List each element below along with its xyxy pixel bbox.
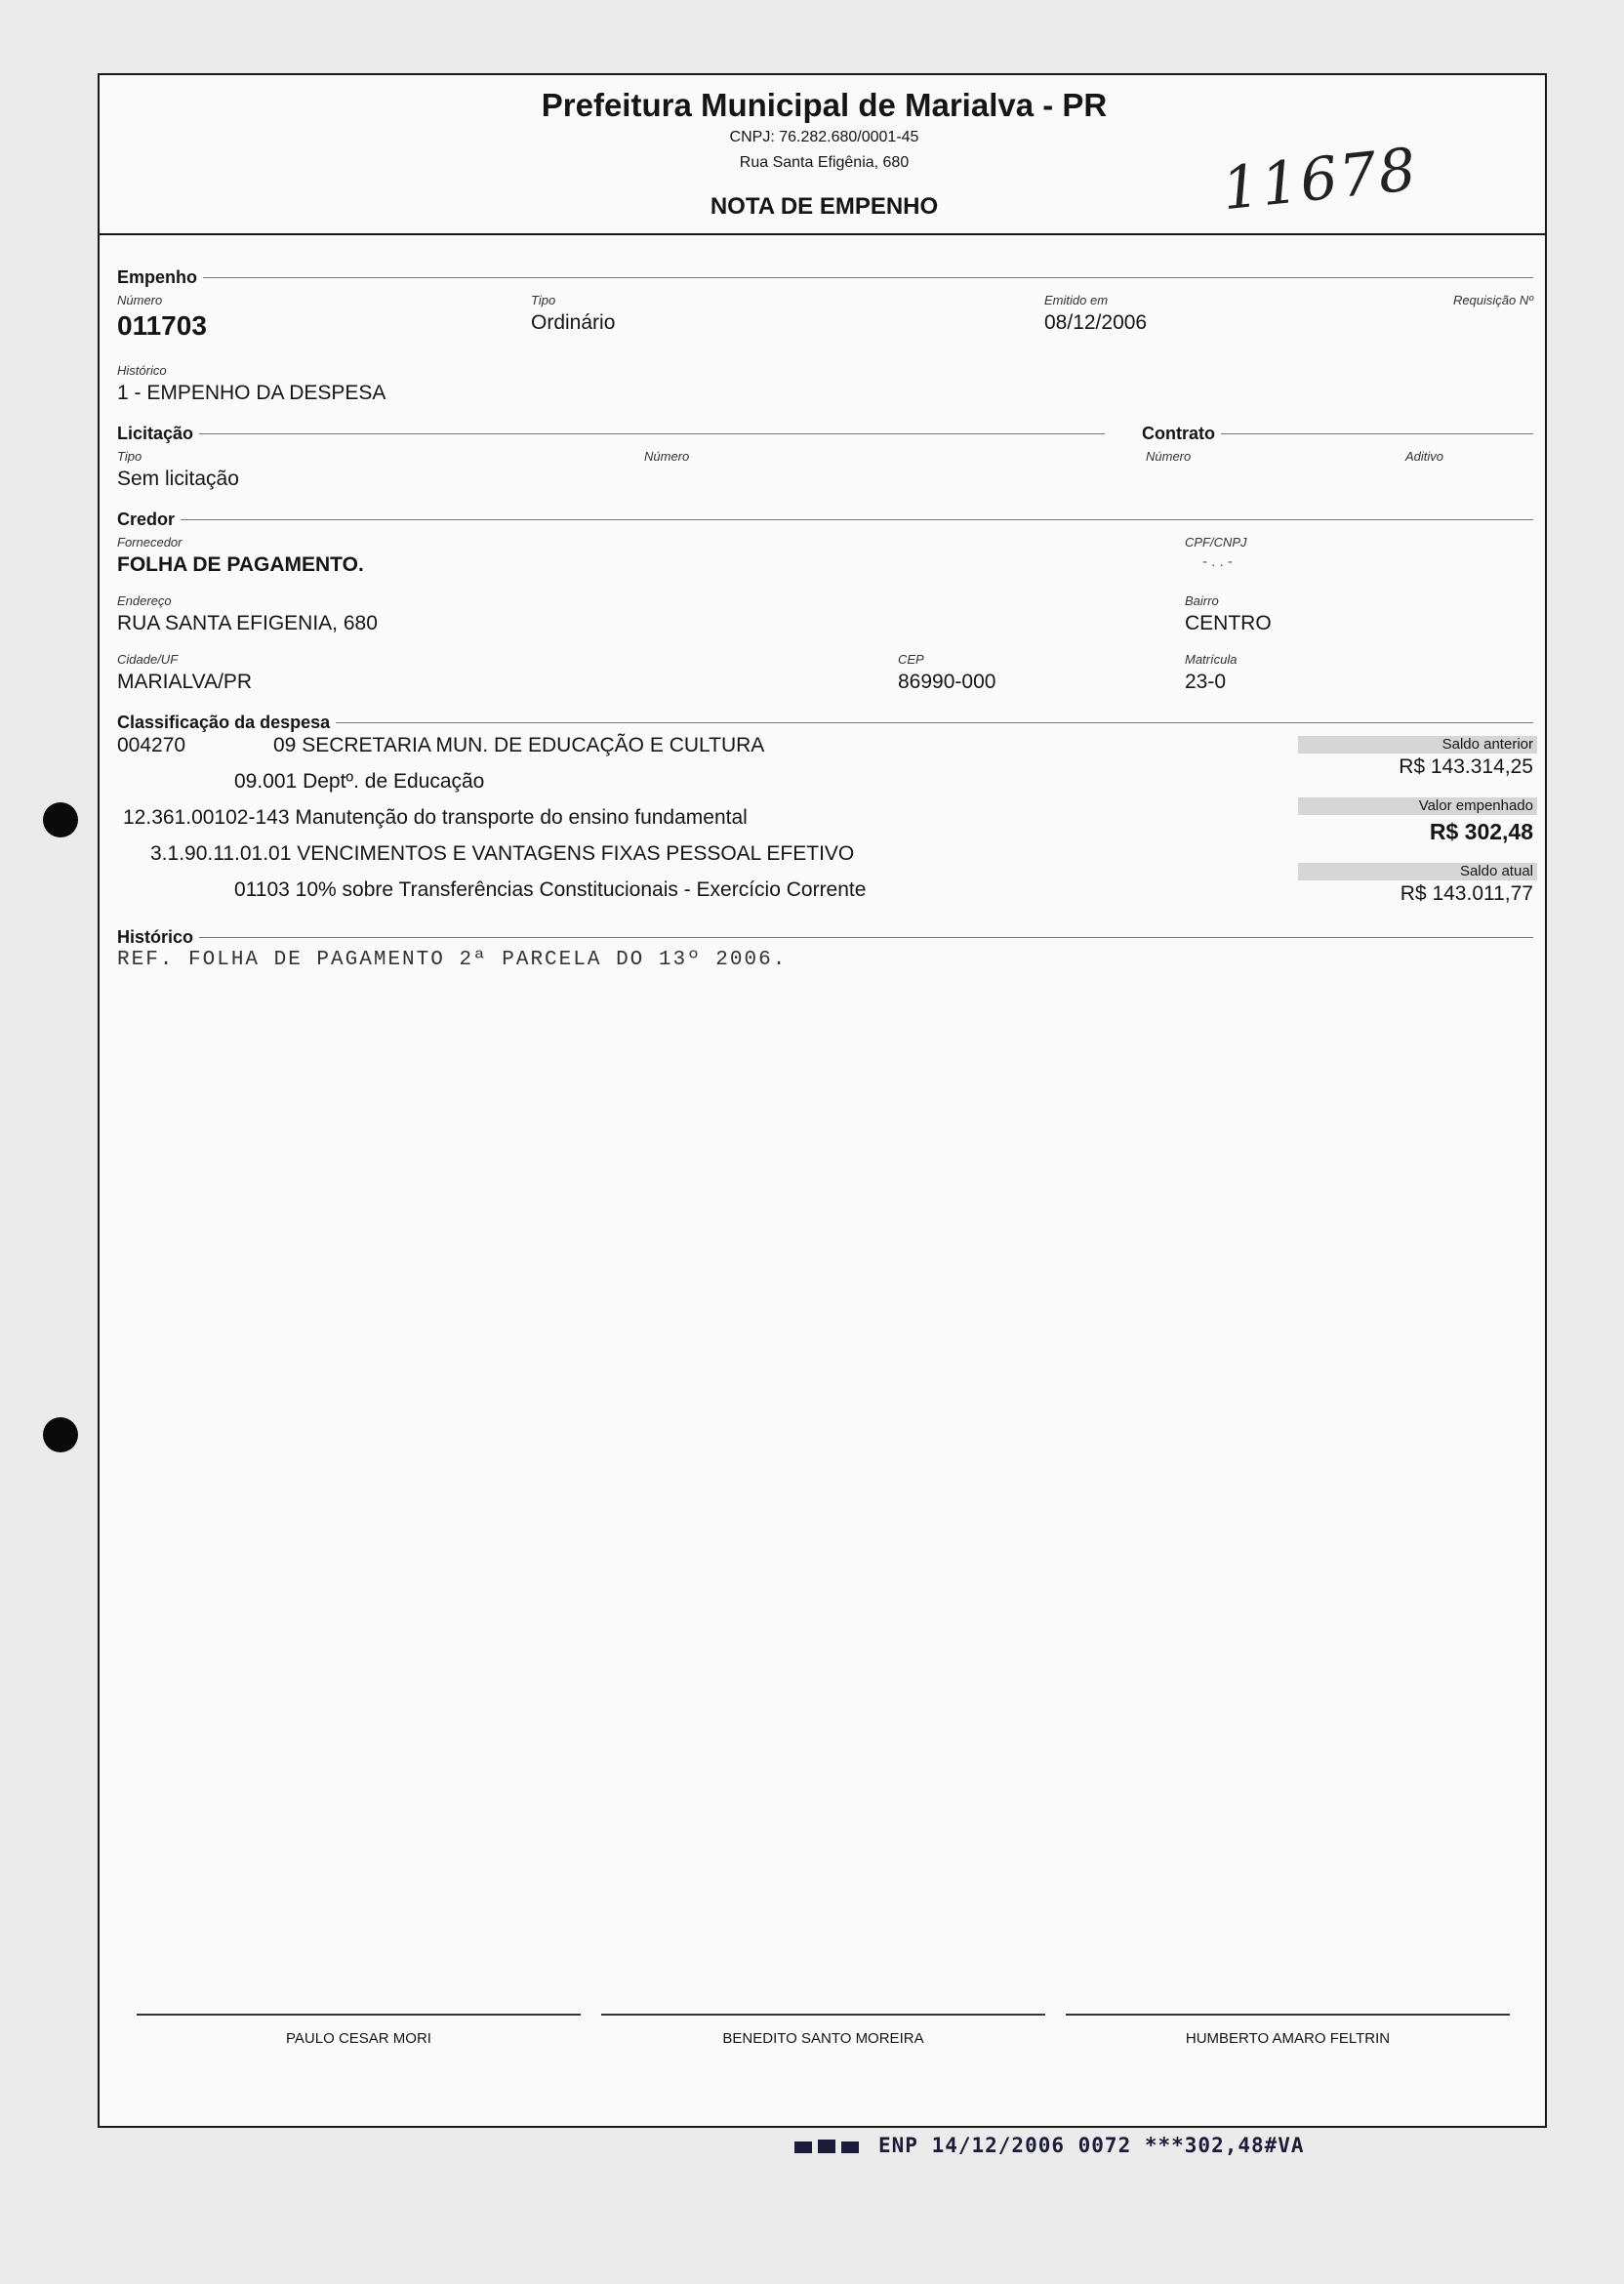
cep: 86990-000 <box>898 671 996 693</box>
contrato-aditivo-label: Aditivo <box>1405 449 1444 464</box>
empenho-tipo: Ordinário <box>531 311 616 334</box>
punch-hole <box>43 802 78 837</box>
saldo-anterior-value: R$ 143.314,25 <box>1399 755 1533 778</box>
signature-name-1: PAULO CESAR MORI <box>286 2030 431 2047</box>
cidade: MARIALVA/PR <box>117 671 253 693</box>
cep-label: CEP <box>898 652 924 667</box>
cpf-label: CPF/CNPJ <box>1185 535 1247 550</box>
section-credor: Credor <box>117 510 181 530</box>
stamp-logo-icon <box>792 2136 863 2159</box>
bairro: CENTRO <box>1185 612 1272 634</box>
tipo-label: Tipo <box>531 293 556 307</box>
section-classificacao: Classificação da despesa <box>117 713 336 733</box>
section-empenho: Empenho <box>117 267 203 288</box>
requisicao-label: Requisição Nº <box>1452 293 1533 307</box>
cnpj: CNPJ: 76.282.680/0001-45 <box>729 129 919 145</box>
licitacao-numero-label: Número <box>644 449 690 464</box>
signature-line <box>601 2014 1045 2016</box>
handwritten-number: 11678 <box>1218 135 1421 224</box>
section-contrato: Contrato <box>1142 424 1221 444</box>
valor-empenhado-label: Valor empenhado <box>1298 797 1537 815</box>
saldo-atual-value: R$ 143.011,77 <box>1400 882 1533 905</box>
signature-name-2: BENEDITO SANTO MOREIRA <box>722 2030 924 2047</box>
licitacao-tipo: Sem licitação <box>117 468 239 490</box>
document-page <box>98 73 1547 2128</box>
licitacao-tipo-label: Tipo <box>117 449 142 464</box>
classificacao-code: 004270 <box>117 734 186 756</box>
divider <box>119 937 1533 938</box>
bairro-label: Bairro <box>1185 593 1219 608</box>
endereco: RUA SANTA EFIGENIA, 680 <box>117 612 378 634</box>
classificacao-line3: 12.361.00102-143 Manutenção do transporte do ensino fundamental <box>123 806 748 829</box>
punch-hole <box>43 1417 78 1452</box>
matricula-label: Matrícula <box>1185 652 1238 667</box>
numero-label: Número <box>117 293 163 307</box>
fornecedor: FOLHA DE PAGAMENTO. <box>117 553 364 576</box>
signature-line <box>1066 2014 1510 2016</box>
saldo-anterior-label: Saldo anterior <box>1298 736 1537 754</box>
classificacao-line2: 09.001 Deptº. de Educação <box>234 770 485 793</box>
divider <box>119 277 1533 278</box>
header-divider <box>100 233 1545 235</box>
fornecedor-label: Fornecedor <box>117 535 183 550</box>
divider <box>119 433 1105 434</box>
document-title: NOTA DE EMPENHO <box>710 193 939 220</box>
org-name: Prefeitura Municipal de Marialva - PR <box>541 87 1108 123</box>
saldo-atual-label: Saldo atual <box>1298 863 1537 880</box>
historico-text: REF. FOLHA DE PAGAMENTO 2ª PARCELA DO 13º 2006. <box>117 949 788 971</box>
cidade-label: Cidade/UF <box>117 652 179 667</box>
signature-name-3: HUMBERTO AMARO FELTRIN <box>1185 2030 1391 2047</box>
classificacao-line1: 09 SECRETARIA MUN. DE EDUCAÇÃO E CULTURA <box>273 734 765 756</box>
footer-stamp: ENP 14/12/2006 0072 ***302,48#VA <box>878 2134 1305 2157</box>
classificacao-line5: 01103 10% sobre Transferências Constitucionais - Exercício Corrente <box>234 878 867 901</box>
org-address: Rua Santa Efigênia, 680 <box>739 154 910 171</box>
divider <box>119 519 1533 520</box>
contrato-numero-label: Número <box>1146 449 1192 464</box>
empenho-historico: 1 - EMPENHO DA DESPESA <box>117 382 386 404</box>
cpf-value: - . . - <box>1202 553 1233 570</box>
endereco-label: Endereço <box>117 593 172 608</box>
emitido-date: 08/12/2006 <box>1044 311 1148 334</box>
section-historico: Histórico <box>117 927 199 948</box>
emitido-label: Emitido em <box>1044 293 1109 307</box>
empenho-numero: 011703 <box>117 310 207 341</box>
valor-empenhado-value: R$ 302,48 <box>1429 819 1533 844</box>
historico-label: Histórico <box>117 363 167 378</box>
signature-line <box>137 2014 581 2016</box>
matricula: 23-0 <box>1185 671 1227 693</box>
classificacao-line4: 3.1.90.11.01.01 VENCIMENTOS E VANTAGENS FIXAS PESSOAL EFETIVO <box>150 842 855 865</box>
section-licitacao: Licitação <box>117 424 199 444</box>
